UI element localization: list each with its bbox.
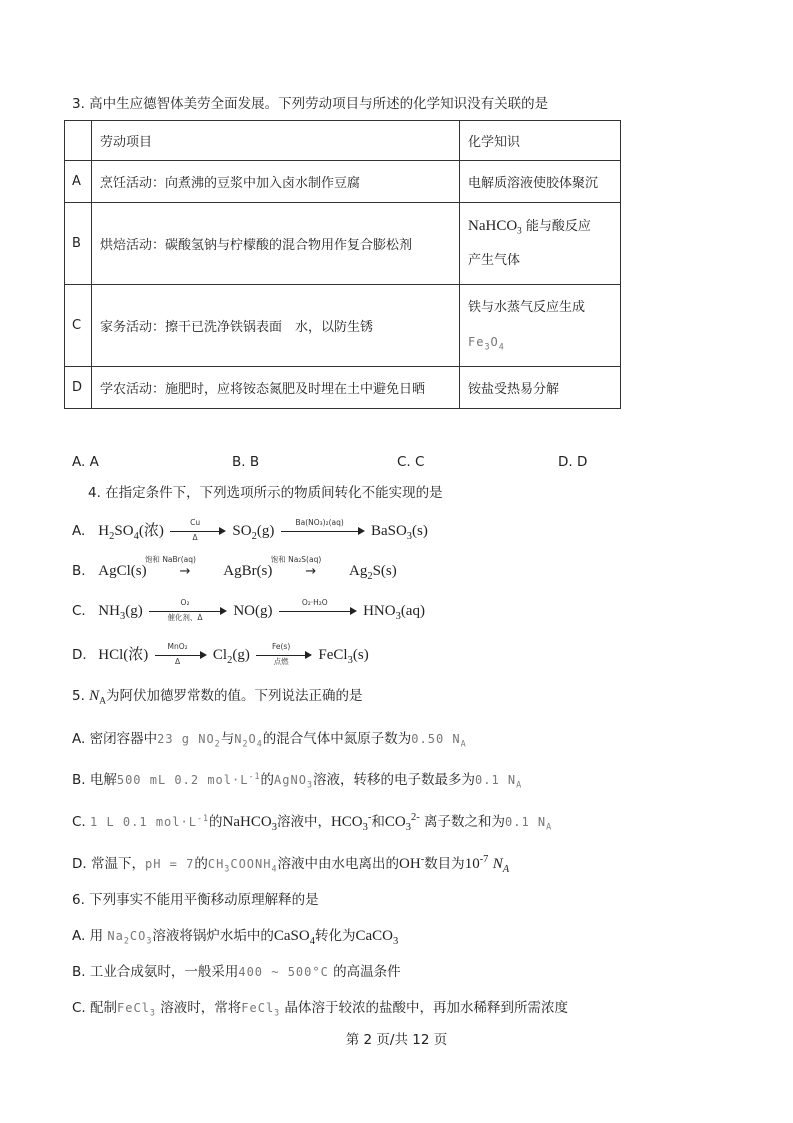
reaction-arrow: Ba(NO₃)₂(aq) xyxy=(281,521,365,541)
row-knowledge: 铁与水蒸气反应生成 $Fe_3O_4$ xyxy=(460,285,621,367)
table-header-row xyxy=(65,121,621,161)
question-4-title: 4. 在指定条件下，下列选项所示的物质间转化不能实现的是 xyxy=(88,485,443,501)
choice-a[interactable]: A. A xyxy=(72,454,99,470)
question-3-title: 3. 高中生应德智体美劳全面发展。下列劳动项目与所述的化学知识没有关联的是 xyxy=(72,96,549,112)
table-row xyxy=(65,203,621,285)
q4-option-c[interactable]: C. $NH_3(g)$ O₂ 催化剂、Δ NO(g) O₂·H₂O $HNO_3(aq)$ xyxy=(72,598,425,622)
reaction-arrow: 饱和 NaBr(aq) → xyxy=(144,555,196,579)
labor-table xyxy=(64,120,621,409)
row-knowledge: NaHCO$_3$ 能与酸反应 产生气体 xyxy=(460,203,621,285)
choice-b[interactable]: B. B xyxy=(232,454,260,470)
page-footer: 第 2 页/共 12 页 xyxy=(345,1032,448,1048)
reaction-arrow: 饱和 Na₂S(aq) → xyxy=(270,555,322,579)
q4-option-b[interactable]: B. AgCl(s) 饱和 NaBr(aq) → AgBr(s) 饱和 Na₂S(aq) → $Ag_2S(s)$ xyxy=(72,555,397,582)
reaction-arrow: O₂·H₂O xyxy=(279,601,357,621)
row-project: 烘焙活动：碳酸氢钠与柠檬酸的混合物用作复合膨松剂 xyxy=(92,203,460,285)
formula-nahco3: NaHCO xyxy=(468,218,518,234)
question-6-title: 6. 下列事实不能用平衡移动原理解释的是 xyxy=(72,892,319,908)
q4-option-d[interactable]: D. HCl(浓) MnO₂ Δ $Cl_2(g)$ Fe(s) 点燃 FeCl$_3$(s) xyxy=(72,642,369,666)
row-letter: C xyxy=(65,285,92,367)
header-project: 劳动项目 xyxy=(92,121,460,161)
q6-option-a[interactable]: A. 用 $Na_2CO_3$溶液将锅炉水垢中的CaSO$_4$转化为CaCO$_3$ xyxy=(72,928,399,947)
row-letter: B xyxy=(65,203,92,285)
row-project: 家务活动：擦干已洗净铁锅表面 水，以防生锈 xyxy=(92,285,460,367)
row-project: 学农活动：施肥时，应将铵态氮肥及时埋在土中避免日晒 xyxy=(92,367,460,409)
row-project: 烹饪活动：向煮沸的豆浆中加入卤水制作豆腐 xyxy=(92,161,460,203)
choice-d[interactable]: D. D xyxy=(558,454,588,470)
q6-option-b[interactable]: B. 工业合成氨时，一般采用400 ~ 500°C 的高温条件 xyxy=(72,964,401,980)
row-letter: A xyxy=(65,161,92,203)
formula-fe3o4: $Fe_3O_4$ xyxy=(468,335,505,352)
q5-option-a[interactable]: A. 密闭容器中23 g $NO_2$与$N_2O_4$的混合气体中氮原子数为0.50 $N_A$ xyxy=(72,731,467,749)
row-letter: D xyxy=(65,367,92,409)
table-row xyxy=(65,285,621,367)
q4-option-a[interactable]: A. $H_2SO_4$(浓) $\frac{Cu}{\Delta}$ $SO_2(g)$ Ba(NO₃)₂(aq) BaSO$_3$(s) xyxy=(72,518,428,542)
q5-option-c[interactable]: C. 1 L 0.1 $mol\cdot L^{-1}$的NaHCO$_3$溶液中，$HCO_3^-$和$CO_3^{2-}$ 离子数之和为0.1 $N_A$ xyxy=(72,812,553,833)
table-row xyxy=(65,367,621,409)
reaction-arrow: $\frac{Cu}{\Delta}$ xyxy=(170,521,226,541)
reaction-arrow: Fe(s) 点燃 xyxy=(256,645,312,665)
row-knowledge: 电解质溶液使胶体聚沉 xyxy=(460,161,621,203)
reaction-arrow: O₂ 催化剂、Δ xyxy=(149,601,227,621)
table-corner-cell xyxy=(65,121,92,161)
reaction-arrow: MnO₂ Δ xyxy=(155,645,207,665)
row-knowledge: 铵盐受热易分解 xyxy=(460,367,621,409)
choice-c[interactable]: C. C xyxy=(397,454,425,470)
q5-option-b[interactable]: B. 电解500 mL 0.2 $mol\cdot L^{-1}$的AgNO$_3$溶液，转移的电子数最多为0.1 $N_A$ xyxy=(72,771,523,790)
header-knowledge: 化学知识 xyxy=(460,121,621,161)
question-5-title: 5. $N_A$为阿伏加德罗常数的值。下列说法正确的是 xyxy=(72,688,363,707)
table-row xyxy=(65,161,621,203)
q5-option-d[interactable]: D. 常温下，pH = 7的$CH_3COONH_4$溶液中由水电离出的OH-数目为$10^{-7}$ $N_A$ xyxy=(72,854,510,875)
q6-option-c[interactable]: C. 配制FeCl$_3$ 溶液时，常将FeCl$_3$ 晶体溶于较浓的盐酸中，再加水稀释到所需浓度 xyxy=(72,1000,569,1018)
